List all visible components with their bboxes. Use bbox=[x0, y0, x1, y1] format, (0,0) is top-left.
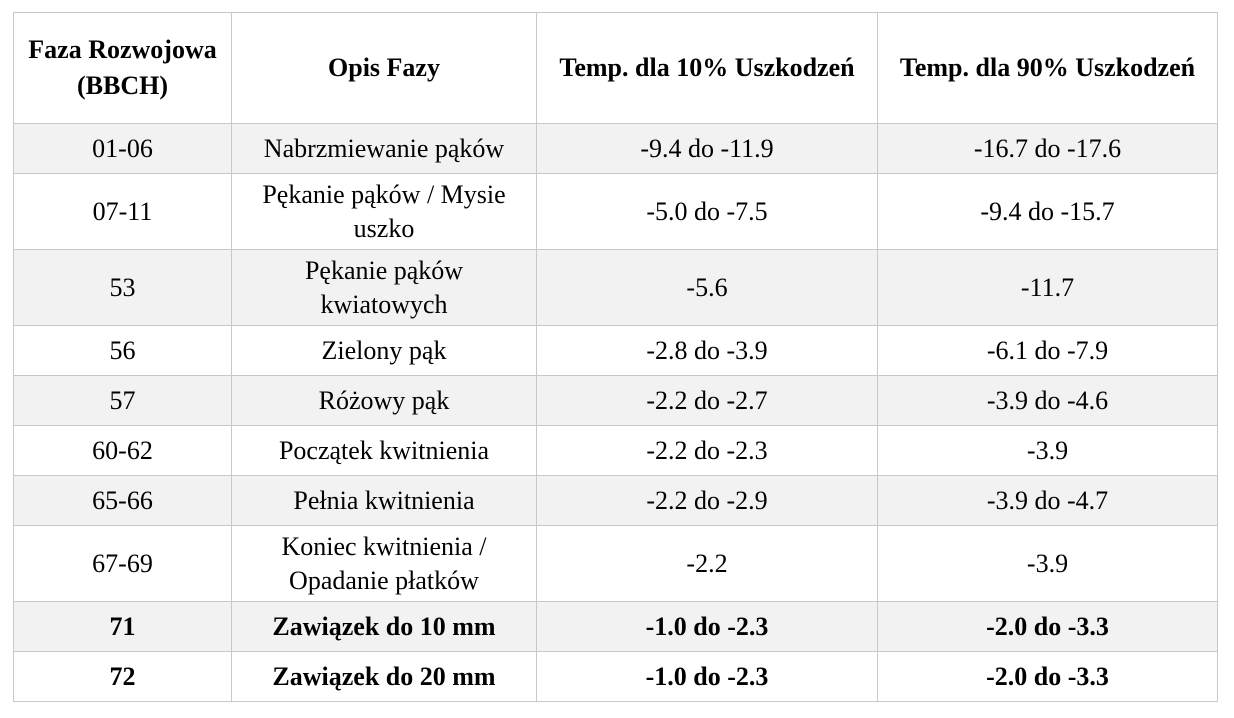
cell-temp-10: -2.8 do -3.9 bbox=[537, 326, 878, 376]
cell-description: Nabrzmiewanie pąków bbox=[232, 124, 537, 174]
cell-phase: 53 bbox=[14, 250, 232, 326]
cell-temp-90: -9.4 do -15.7 bbox=[878, 174, 1218, 250]
table-row bbox=[14, 426, 1218, 476]
cell-temp-10: -2.2 do -2.7 bbox=[537, 376, 878, 426]
cell-phase: 65-66 bbox=[14, 476, 232, 526]
cell-temp-90: -6.1 do -7.9 bbox=[878, 326, 1218, 376]
header-temp-10: Temp. dla 10% Uszkodzeń bbox=[537, 13, 878, 124]
cell-phase: 56 bbox=[14, 326, 232, 376]
cell-temp-10: -9.4 do -11.9 bbox=[537, 124, 878, 174]
cell-description: Zawiązek do 20 mm bbox=[232, 652, 537, 702]
cell-description: Pękanie pąków / Mysie uszko bbox=[232, 174, 537, 250]
cell-phase: 67-69 bbox=[14, 526, 232, 602]
table-row bbox=[14, 476, 1218, 526]
frost-damage-table bbox=[13, 12, 1218, 702]
cell-temp-10: -2.2 do -2.9 bbox=[537, 476, 878, 526]
cell-phase: 71 bbox=[14, 602, 232, 652]
cell-description: Początek kwitnienia bbox=[232, 426, 537, 476]
cell-phase: 60-62 bbox=[14, 426, 232, 476]
cell-temp-90: -3.9 do -4.6 bbox=[878, 376, 1218, 426]
table-header-row bbox=[14, 13, 1218, 124]
cell-temp-90: -2.0 do -3.3 bbox=[878, 652, 1218, 702]
cell-description: Zielony pąk bbox=[232, 326, 537, 376]
cell-description: Zawiązek do 10 mm bbox=[232, 602, 537, 652]
cell-description: Pełnia kwitnienia bbox=[232, 476, 537, 526]
table-row bbox=[14, 250, 1218, 326]
header-description: Opis Fazy bbox=[232, 13, 537, 124]
cell-phase: 57 bbox=[14, 376, 232, 426]
table-row bbox=[14, 174, 1218, 250]
cell-temp-90: -2.0 do -3.3 bbox=[878, 602, 1218, 652]
cell-temp-90: -3.9 bbox=[878, 526, 1218, 602]
cell-description: Różowy pąk bbox=[232, 376, 537, 426]
cell-temp-10: -1.0 do -2.3 bbox=[537, 652, 878, 702]
cell-temp-90: -11.7 bbox=[878, 250, 1218, 326]
cell-phase: 07-11 bbox=[14, 174, 232, 250]
cell-temp-90: -3.9 bbox=[878, 426, 1218, 476]
table-row bbox=[14, 326, 1218, 376]
cell-temp-10: -5.0 do -7.5 bbox=[537, 174, 878, 250]
cell-phase: 01-06 bbox=[14, 124, 232, 174]
cell-temp-10: -2.2 bbox=[537, 526, 878, 602]
table-row bbox=[14, 652, 1218, 702]
header-temp-90: Temp. dla 90% Uszkodzeń bbox=[878, 13, 1218, 124]
cell-phase: 72 bbox=[14, 652, 232, 702]
cell-temp-90: -3.9 do -4.7 bbox=[878, 476, 1218, 526]
table-row bbox=[14, 124, 1218, 174]
table-row bbox=[14, 526, 1218, 602]
cell-description: Koniec kwitnienia / Opadanie płatków bbox=[232, 526, 537, 602]
cell-description: Pękanie pąków kwiatowych bbox=[232, 250, 537, 326]
header-phase: Faza Rozwojowa (BBCH) bbox=[14, 13, 232, 124]
cell-temp-10: -1.0 do -2.3 bbox=[537, 602, 878, 652]
cell-temp-10: -5.6 bbox=[537, 250, 878, 326]
table-row bbox=[14, 602, 1218, 652]
cell-temp-90: -16.7 do -17.6 bbox=[878, 124, 1218, 174]
cell-temp-10: -2.2 do -2.3 bbox=[537, 426, 878, 476]
table-row bbox=[14, 376, 1218, 426]
